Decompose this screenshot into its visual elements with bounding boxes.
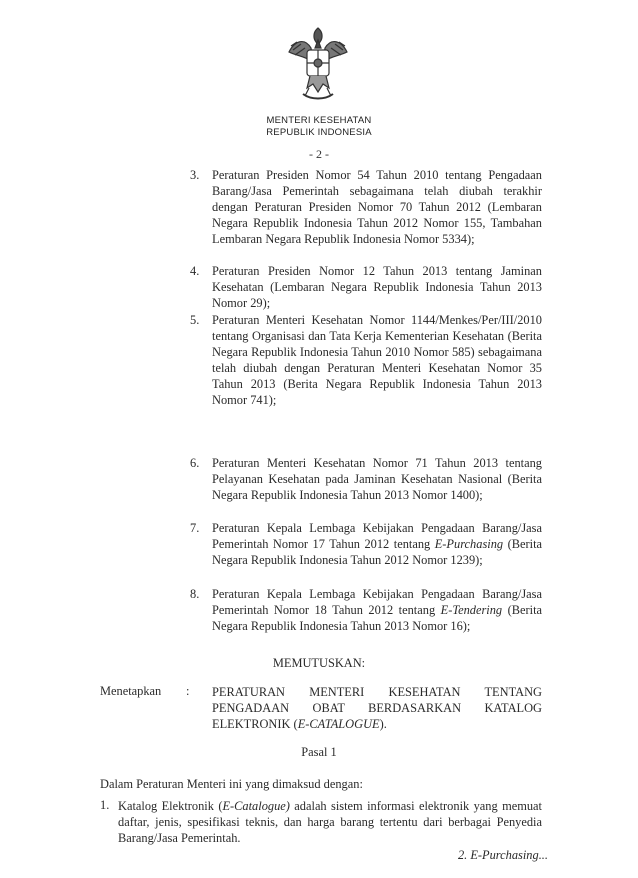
header-country: REPUBLIK INDONESIA — [266, 127, 372, 138]
header-minister-title: MENTERI KESEHATAN — [266, 115, 372, 126]
definition-text: Katalog Elektronik (E-Catalogue) adalah sistem informasi elektronik yang memuat daftar, jenis, spesifikasi teknis, dan harga barang tertentu dari berbagai Penyedia Barang/Jasa Pemerintah. — [118, 799, 542, 845]
list-item — [190, 312, 542, 409]
continuation-footer: 2. E-Purchasing... — [457, 848, 548, 862]
list-item — [190, 586, 543, 634]
item-number: 6. — [190, 456, 200, 470]
item-text: Peraturan Menteri Kesehatan Nomor 1144/Menkes/Per/III/2010 tentang Organisasi dan Tata Kerja Kementerian Kesehatan (Berita Negara Republik Indonesia Tahun 2010 Nomor 585) sebagaimana telah diubah dengan Peraturan Menteri Kesehatan Nomor 35 Tahun 2013 (Berita Negara Republik Indonesia Tahun 2013 Nomor 741); — [212, 313, 542, 408]
decision-heading: MEMUTUSKAN: — [272, 656, 366, 670]
menetapkan-colon: : — [186, 684, 190, 698]
item-number: 8. — [190, 587, 200, 601]
garuda-emblem-icon — [283, 22, 353, 112]
item-text: Peraturan Presiden Nomor 12 Tahun 2013 tentang Jaminan Kesehatan (Lembaran Negara Republik Indonesia Tahun 2013 Nomor 29); — [212, 264, 542, 311]
article-heading: Pasal 1 — [301, 745, 337, 759]
item-text: Peraturan Kepala Lembaga Kebijakan Pengadaan Barang/Jasa Pemerintah Nomor 17 Tahun 2012 tentang E-Purchasing (Berita Negara Republik Indonesia Tahun 2012 Nomor 1239); — [212, 521, 543, 568]
item-number: 3. — [190, 168, 200, 182]
definition-number: 1. — [100, 798, 110, 812]
item-text: Peraturan Menteri Kesehatan Nomor 71 Tahun 2013 tentang Pelayanan Kesehatan pada Jaminan Kesehatan Nasional (Berita Negara Republik Indonesia Tahun 2013 Nomor 1400); — [212, 456, 542, 503]
definitions-intro: Dalam Peraturan Menteri ini yang dimaksud dengan: — [100, 777, 363, 791]
list-item — [190, 263, 542, 311]
list-item — [190, 520, 543, 568]
item-number: 5. — [190, 313, 200, 327]
decree-title: PERATURAN MENTERI KESEHATAN TENTANG PENGADAAN OBAT BERDASARKAN KATALOG ELEKTRONIK (E-CATALOGUE). — [212, 685, 542, 731]
item-number: 7. — [190, 521, 200, 535]
list-item — [190, 167, 542, 247]
page-number: - 2 - — [309, 147, 329, 161]
menetapkan-label: Menetapkan — [100, 684, 162, 698]
item-number: 4. — [190, 264, 200, 278]
list-item — [190, 455, 542, 503]
item-text: Peraturan Kepala Lembaga Kebijakan Pengadaan Barang/Jasa Pemerintah Nomor 18 Tahun 2012 tentang E-Tendering (Berita Negara Republik Indonesia Tahun 2013 Nomor 16); — [212, 587, 543, 634]
item-text: Peraturan Presiden Nomor 54 Tahun 2010 tentang Pengadaan Barang/Jasa Pemerintah sebagaimana telah diubah terakhir dengan Peraturan Presiden Nomor 70 Tahun 2012 (Lembaran Negara Republik Indonesia Tahun 2012 Nomor 155, Tambahan Lembaran Negara Republik Indonesia Nomor 5334); — [212, 168, 542, 247]
